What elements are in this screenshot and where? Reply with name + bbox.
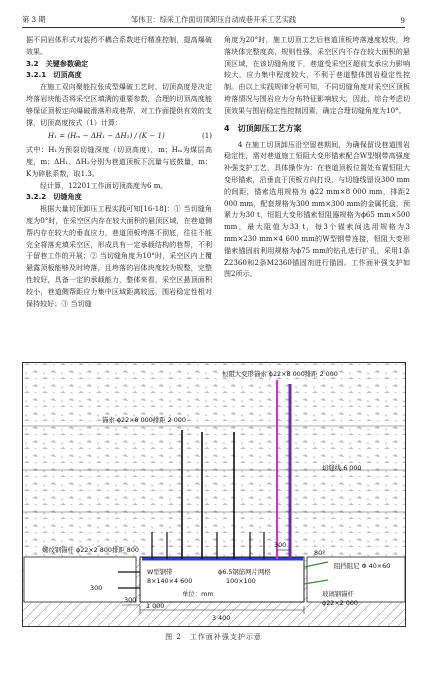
- dim-300-left-lower: 300: [90, 584, 103, 592]
- label-constant-cable: 恒阻大变形锚索 ϕ22×8 000排距 2 000: [222, 370, 338, 378]
- label-mesh-size: 100×100: [226, 577, 256, 585]
- support-figure: [22, 362, 406, 627]
- coal-pillar-area: [24, 557, 136, 602]
- section-heading: 3.2 关键参数确定: [26, 58, 89, 68]
- dim-300-left: 300: [124, 596, 137, 604]
- equation-body: H₁ = (Hₘ − ΔH₁ − ΔH₂) / (K − 1): [48, 131, 165, 141]
- paragraph: 式中：H₁为预裂切缝深度（切顶高度），m；Hₘ为煤层高度，m；ΔH₁、ΔH₂分别为巷道顶板下沉量与底鼓量，m；K为碎胀系数，取1.3。: [26, 145, 212, 178]
- label-glass-size: ϕ22×2 000: [322, 599, 358, 607]
- label-mesh: ϕ6.5钢筋网片网格: [218, 568, 271, 576]
- subsection-heading: 3.2.1 切顶高度: [26, 70, 82, 80]
- paragraph: 据不同岩体形式对装药不耦合系数进行精准控制，提高爆破效果。: [26, 35, 212, 56]
- paragraph: 根据大量切顶卸压工程实践可知[16-18]：① 当切缝角度为0°时，在采空区内存在较大面积的悬顶区域，在巷道侧帮内存在较大的垂直应力，巷道顶板垮落不彻底，往往不能完全将落充填采空区，形成具有一定承载结构的巷帮，不利于留巷工作的开展；② 当切缝角度为10°时，采空区内上覆悬露顶板能够及时垮落，且垮落的岩体块度较为规整，完整性较好，具备一定的承载能力，整体来看，采空区悬顶面积较小，巷道侧帮距应力集中区域距离较远，围岩稳定性相对保持较好；③ 当切缝: [26, 204, 212, 308]
- label-stopper: 阻挡阻尼 Φ 40×60: [334, 562, 391, 570]
- figure-caption: 图 2 工作面补强支护示意: [165, 633, 262, 641]
- dim-1000: 1 000: [146, 602, 165, 610]
- dim-3400: 3 400: [212, 614, 231, 622]
- section-heading: 4 切顶卸压工艺方案: [224, 123, 302, 133]
- paragraph: 4 在施工切顶卸压沿空留巷期间，为确保留设巷道围岩稳定性，需对巷道施工恒阻大变形锚索配合W型钢带高强度补强支护工艺，具体操作为：在巷道顶板位置处布置恒阻大变形锚索，沿垂直于顶板方向打设，与切缝线留设300 mm的间距，锚索选用规格为 ϕ22 mm×8 000 mm，排距2 000 mm，配套规格为300 mm×300 mm的金属托盘，预紧力为30 t，恒阻大变形锚索恒阻器规格为ϕ65 mm×500 mm，最大阻值为33 t，每3个锚索间选用规格为3 mm×230 mm×4 600 mm的W型钢带连接，恒阻大变形锚索锚固前利用规格为ϕ75 mm的钻孔进行扩孔，采用1条Z2360和2条M2360锚固剂进行锚固。工作面补强支护如图2所示。: [224, 139, 410, 279]
- label-rib-bolt: 螺纹钢锚杆 ϕ22×2 800排距 800: [42, 546, 139, 554]
- right-column: [224, 34, 410, 280]
- paragraph: 角度为20°时，施工切顶工艺后巷道顶板垮落速度较快，垮落块体完整度高，规则性强，采空区内不存在较大面积的悬顶区域，在该切缝角度下，巷道受采空区超前支承应力影响较大，应力集中程度较大，不利于巷道整体围岩稳定性控制。由以上实践规律分析可知，不同切缝角度对采空区顶板垮落情况与围岩应力分布特征影响较大，因此，综合考虑切顶效果与围岩稳定性控制因素，确定合理切缝角度为10°。: [224, 35, 410, 115]
- label-cut-line: 切缝线 6 000: [322, 464, 362, 472]
- label-unit: 单位：mm: [182, 590, 214, 598]
- dim-300-cut: 300: [274, 541, 287, 549]
- running-title: 邹伟卫：综采工作面切顶卸压自动成巷开采工艺实践: [130, 15, 297, 24]
- equation: [26, 128, 212, 144]
- running-header: [22, 13, 405, 25]
- header-rule: [22, 27, 405, 28]
- issue-number: 第 3 期: [22, 15, 46, 24]
- label-w-steel-size: 8×140×4 600: [147, 577, 193, 585]
- label-side-cable: 锚索 ϕ22×8 000排距 2 000: [102, 416, 186, 424]
- label-glass-bolt: 玻璃钢锚杆: [322, 590, 354, 598]
- left-column: [26, 34, 212, 309]
- paragraph: 经计算，12201工作面切顶高度为6 m。: [40, 180, 168, 190]
- label-angle: 80°: [314, 549, 326, 557]
- support-diagram: [22, 362, 406, 627]
- subsection-heading: 3.2.2 切缝角度: [26, 192, 82, 202]
- equation-number: (1): [202, 131, 212, 141]
- page-number: 9: [400, 16, 405, 25]
- label-w-steel: W型钢带: [147, 568, 173, 576]
- paragraph: 在施工双向聚能拉张成型爆破工艺时，切顶高度是决定垮落岩块能否将采空区填满的重要参数，合理的切顶高度能够保证顶板定向爆破滑落形成巷帮，对工作面提供有效的支撑，切顶高度按式（1）计算：: [26, 82, 212, 127]
- roof-strata: [23, 363, 405, 563]
